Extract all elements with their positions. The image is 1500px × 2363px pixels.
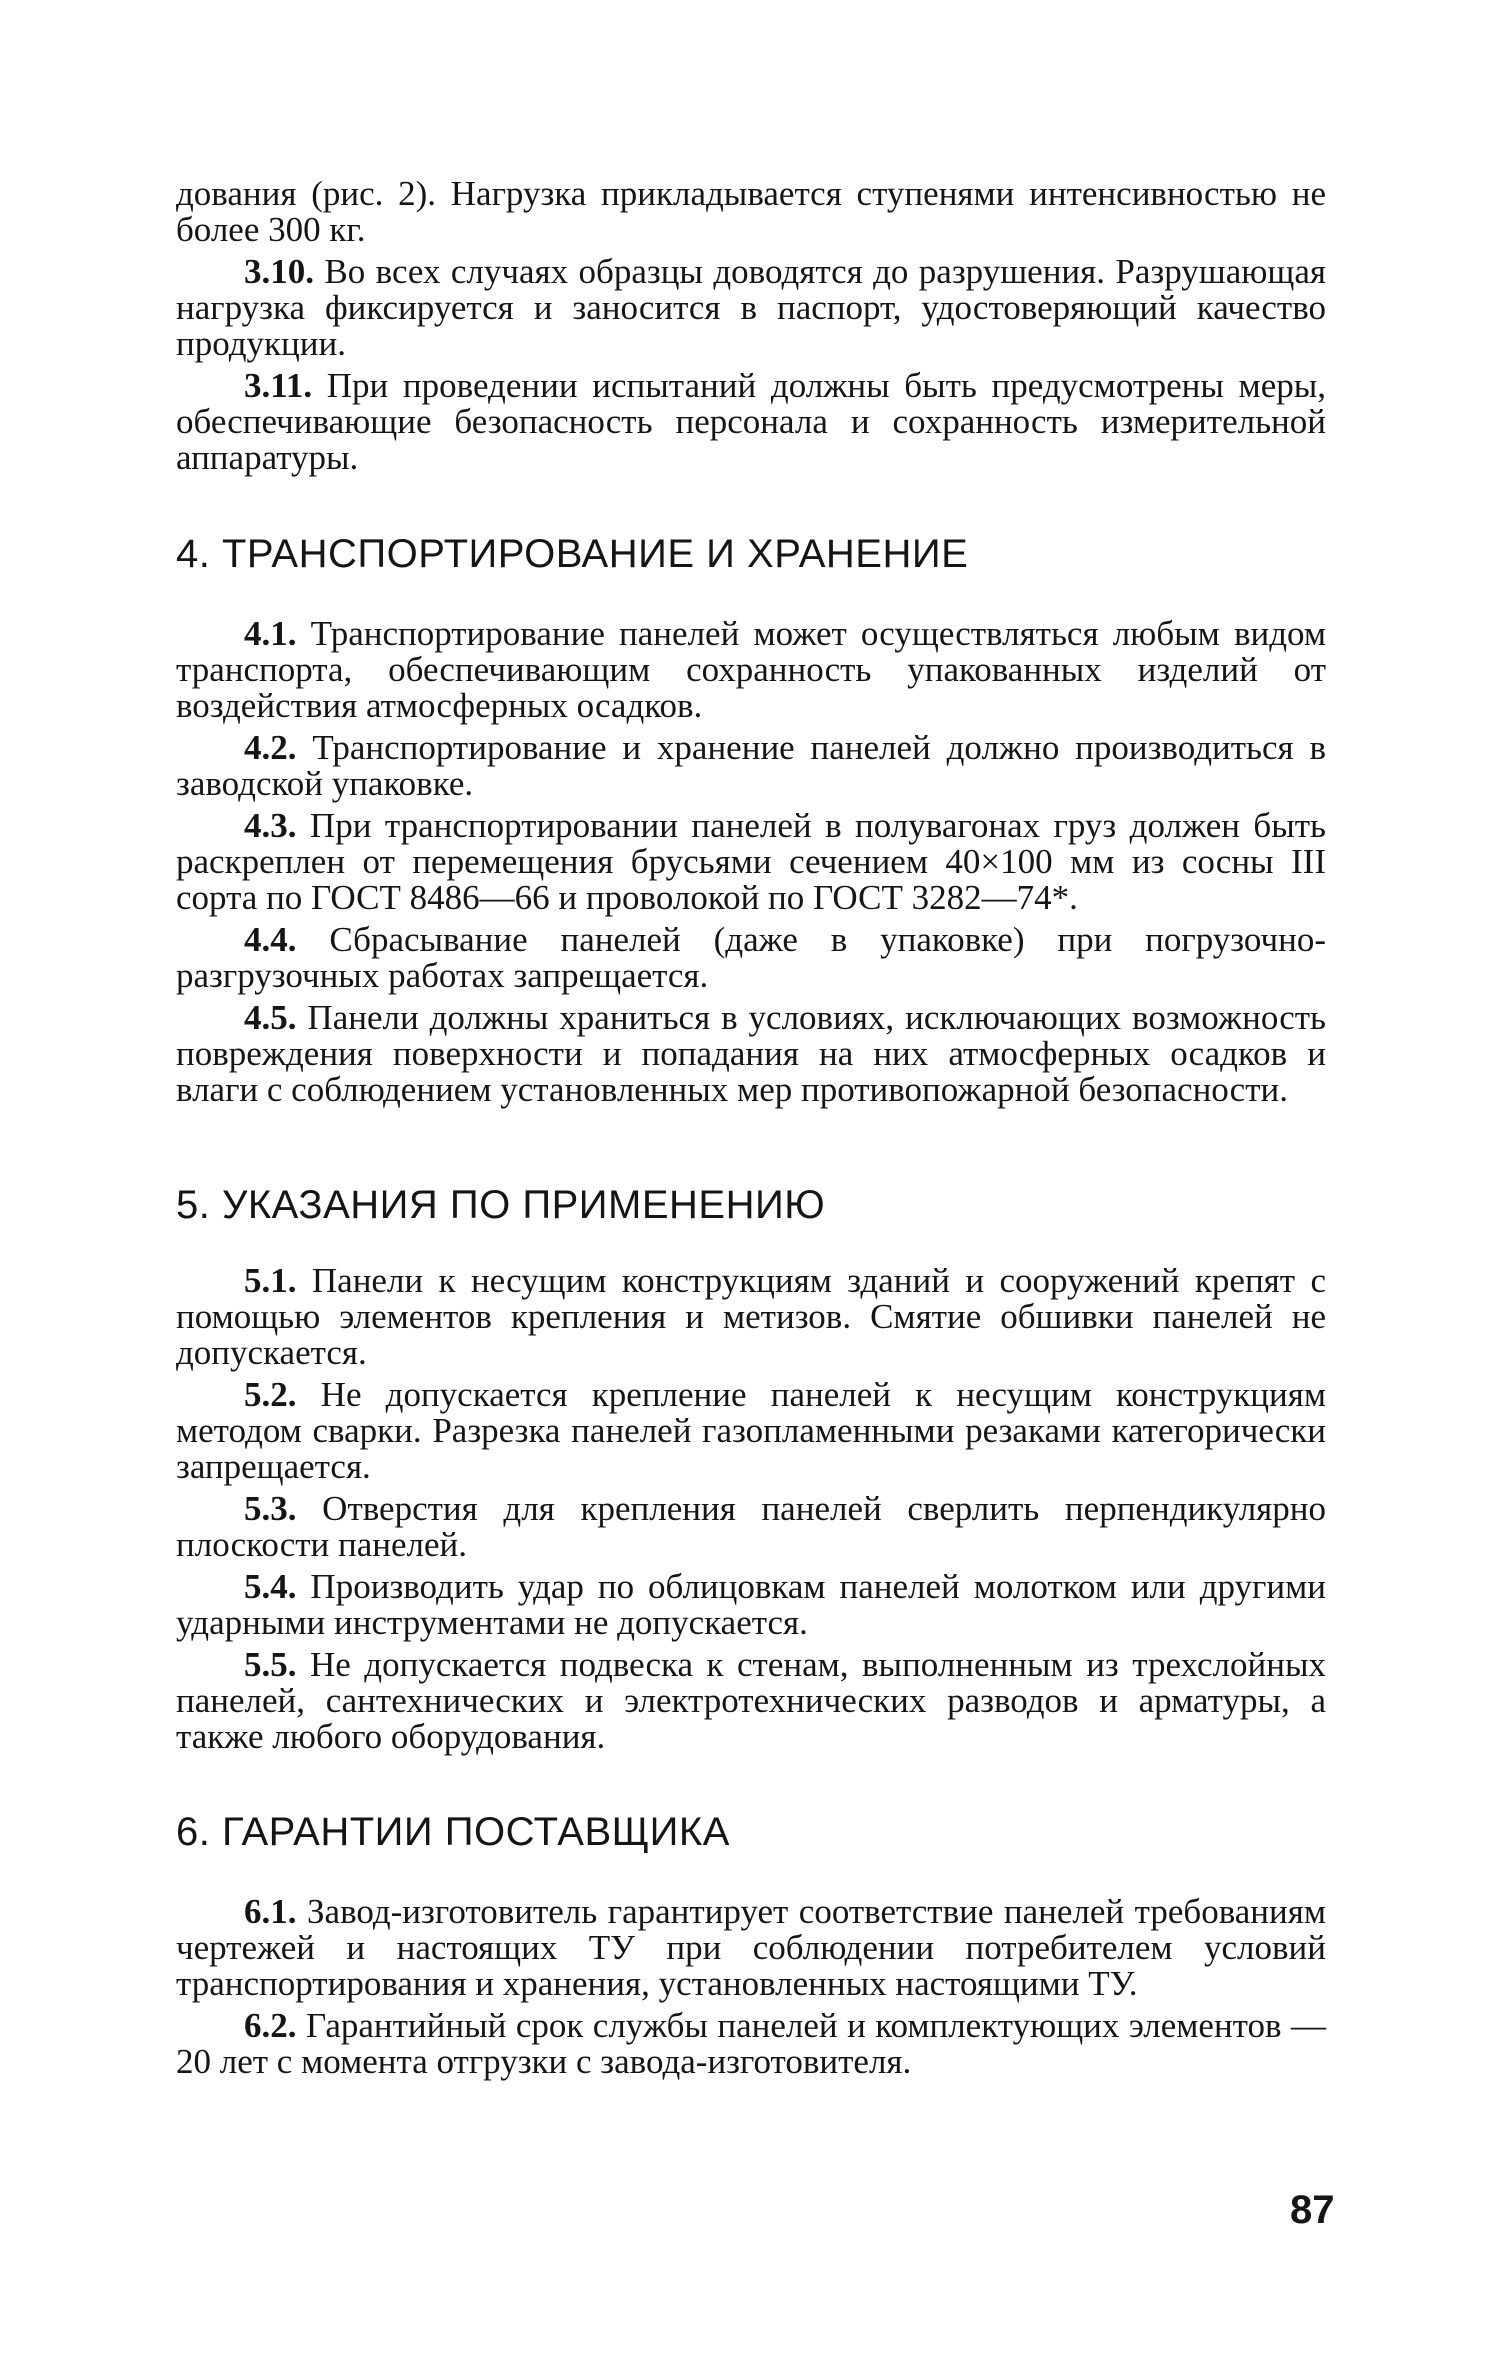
section-6-block bbox=[176, 1894, 1326, 2086]
item-text: Сбрасывание панелей (даже в упаковке) при погрузочно-разгрузочных работах запрещается. bbox=[176, 920, 1326, 995]
item-text: Транспортирование панелей может осуществляться любым видом транспорта, обеспечивающим сохранность упакованных изделий от воздействия атмосферных осадков. bbox=[176, 614, 1326, 725]
section-3-block bbox=[176, 176, 1326, 482]
item-text: Производить удар по облицовкам панелей молотком или другими ударными инструментами не допускается. bbox=[176, 1567, 1326, 1642]
item-text: Отверстия для крепления панелей сверлить перпендикулярно плоскости панелей. bbox=[176, 1489, 1326, 1564]
item-number: 4.5. bbox=[244, 998, 297, 1037]
paragraph-3-11 bbox=[176, 368, 1326, 476]
item-number: 4.2. bbox=[244, 728, 297, 767]
paragraph-4-4 bbox=[176, 922, 1326, 994]
item-number: 3.10. bbox=[244, 252, 314, 291]
paragraph-5-3 bbox=[176, 1491, 1326, 1563]
item-number: 4.4. bbox=[244, 920, 297, 959]
paragraph-4-2 bbox=[176, 730, 1326, 802]
section-4-heading: 4. ТРАНСПОРТИРОВАНИЕ И ХРАНЕНИЕ bbox=[176, 532, 969, 576]
item-text: При транспортировании панелей в полувагонах груз должен быть раскреплен от перемещения брусьями сечением 40×100 мм из сосны III сорта по ГОСТ 8486—66 и проволокой по ГОСТ 3282—74*. bbox=[176, 806, 1326, 917]
intro-paragraph: дования (рис. 2). Нагрузка прикладывается ступенями интенсивностью не более 300 кг. bbox=[176, 174, 1326, 249]
item-number: 5.5. bbox=[244, 1645, 297, 1684]
item-number: 6.2. bbox=[244, 2006, 297, 2045]
paragraph-4-5 bbox=[176, 1000, 1326, 1108]
paragraph-5-4 bbox=[176, 1569, 1326, 1641]
item-number: 5.1. bbox=[244, 1261, 297, 1300]
item-number: 5.3. bbox=[244, 1489, 297, 1528]
item-text: Во всех случаях образцы доводятся до разрушения. Разрушающая нагрузка фиксируется и заносится в паспорт, удостоверяющий качество продукции. bbox=[176, 252, 1326, 363]
item-text: Завод-изготовитель гарантирует соответствие панелей требованиям чертежей и настоящих ТУ при соблюдении потребителем условий транспортирования и хранения, установленных настоящими ТУ. bbox=[176, 1892, 1326, 2003]
item-number: 5.2. bbox=[244, 1375, 297, 1414]
item-text: Гарантийный срок службы панелей и комплектующих элементов — 20 лет с момента отгрузки с завода-изготовителя. bbox=[176, 2006, 1326, 2081]
item-number: 4.3. bbox=[244, 806, 297, 845]
item-text: Панели должны храниться в условиях, исключающих возможность повреждения поверхности и попадания на них атмосферных осадков и влаги с соблюдением установленных мер противопожарной безопасности. bbox=[176, 998, 1326, 1109]
paragraph-6-1 bbox=[176, 1894, 1326, 2002]
item-text: Транспортирование и хранение панелей должно производиться в заводской упаковке. bbox=[176, 728, 1326, 803]
paragraph-5-5 bbox=[176, 1647, 1326, 1755]
item-number: 6.1. bbox=[244, 1892, 297, 1931]
section-6-heading: 6. ГАРАНТИИ ПОСТАВЩИКА bbox=[176, 1810, 730, 1854]
item-number: 4.1. bbox=[244, 614, 297, 653]
paragraph-5-1 bbox=[176, 1263, 1326, 1371]
page-number: 87 bbox=[1290, 2188, 1335, 2232]
item-number: 5.4. bbox=[244, 1567, 297, 1606]
section-4-block bbox=[176, 616, 1326, 1114]
section-5-block bbox=[176, 1263, 1326, 1761]
paragraph-6-2 bbox=[176, 2008, 1326, 2080]
item-text: Не допускается крепление панелей к несущим конструкциям методом сварки. Разрезка панелей газопламенными резаками категорически запрещается. bbox=[176, 1375, 1326, 1486]
paragraph-5-2 bbox=[176, 1377, 1326, 1485]
paragraph-3-10 bbox=[176, 254, 1326, 362]
item-text: Панели к несущим конструкциям зданий и сооружений крепят с помощью элементов крепления и метизов. Смятие обшивки панелей не допускается. bbox=[176, 1261, 1326, 1372]
item-text: При проведении испытаний должны быть предусмотрены меры, обеспечивающие безопасность персонала и сохранность измерительной аппаратуры. bbox=[176, 366, 1326, 477]
paragraph-4-3 bbox=[176, 808, 1326, 916]
item-text: Не допускается подвеска к стенам, выполненным из трехслойных панелей, сантехнических и электротехнических разводов и арматуры, а также любого оборудования. bbox=[176, 1645, 1326, 1756]
item-number: 3.11. bbox=[244, 366, 313, 405]
paragraph-4-1 bbox=[176, 616, 1326, 724]
section-5-heading: 5. УКАЗАНИЯ ПО ПРИМЕНЕНИЮ bbox=[176, 1183, 826, 1227]
